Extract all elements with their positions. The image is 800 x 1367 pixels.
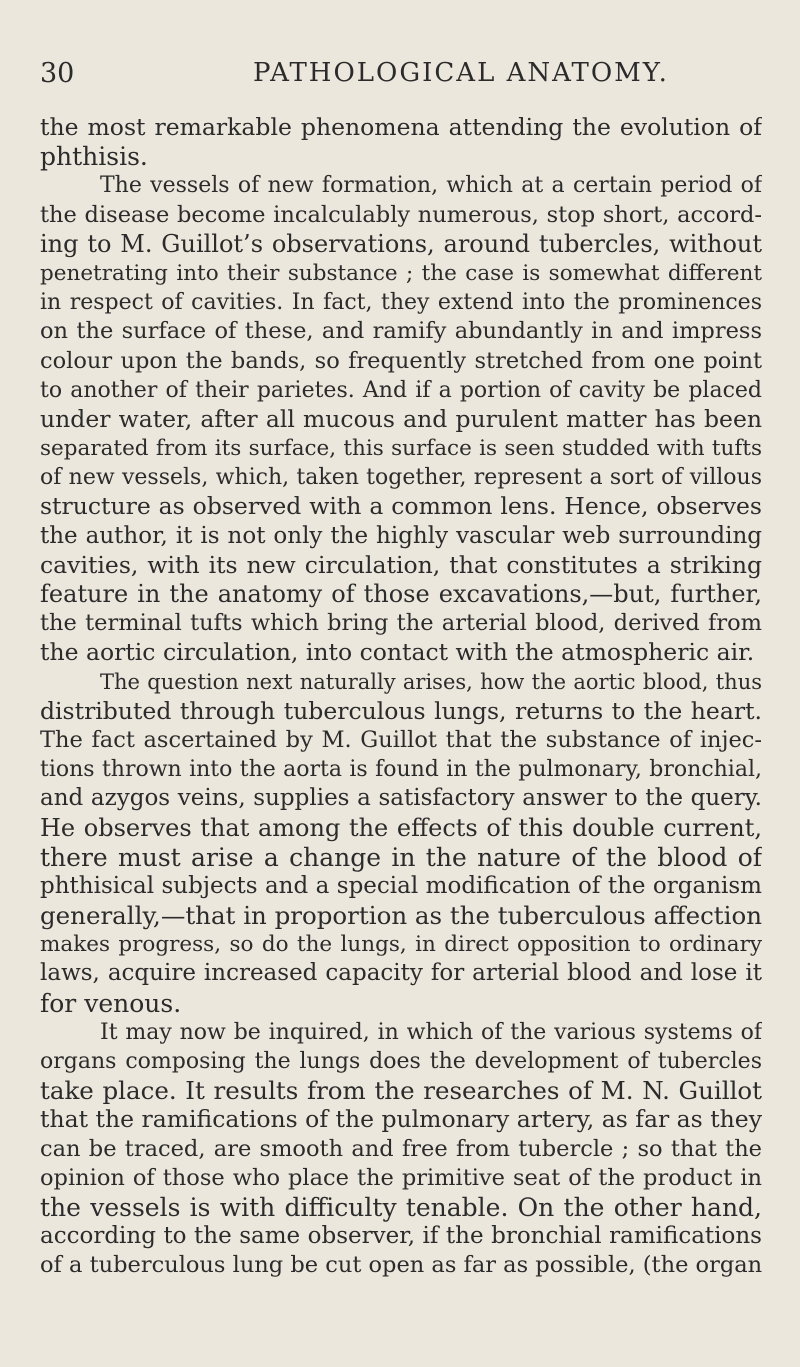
page-number: 30 xyxy=(40,58,75,89)
text-line: the author, it is not only the highly vascular web surrounding xyxy=(40,522,762,549)
text-line: of new vessels, which, taken together, represent a sort of villous xyxy=(40,465,762,491)
text-line: He observes that among the effects of this double current, xyxy=(40,813,762,842)
text-line: generally,—that in proportion as the tuberculous affection xyxy=(40,901,762,931)
text-line: and azygos veins, supplies a satisfactory answer to the query. xyxy=(40,785,762,812)
text-line: feature in the anatomy of those excavations,—but, further, xyxy=(40,580,762,608)
text-line: The fact ascertained by M. Guillot that the substance of injec- xyxy=(40,726,762,753)
text-line: the terminal tufts which bring the arterial blood, derived from xyxy=(40,610,762,637)
text-line: the most remarkable phenomena attending the evolution of xyxy=(40,113,762,141)
text-line: the aortic circulation, into contact with the atmospheric air. xyxy=(40,638,755,667)
text-line: penetrating into their substance ; the case is somewhat different xyxy=(40,260,762,286)
text-line: take place. It results from the researches of M. N. Guillot xyxy=(40,1076,762,1106)
body-text xyxy=(40,113,762,1281)
text-line: The vessels of new formation, which at a certain period of xyxy=(100,173,762,199)
text-line: separated from its surface, this surface is seen studded with tufts xyxy=(40,436,762,462)
text-line: colour upon the bands, so frequently stretched from one point xyxy=(40,347,762,374)
text-line: The question next naturally arises, how the aortic blood, thus xyxy=(100,669,762,694)
text-line: of a tuberculous lung be cut open as far as possible, (the organ xyxy=(40,1252,762,1279)
text-line: distributed through tuberculous lungs, returns to the heart. xyxy=(40,696,762,725)
text-line: cavities, with its new circulation, that constitutes a striking xyxy=(40,550,762,579)
text-line: the disease become incalculably numerous, stop short, accord- xyxy=(40,201,762,228)
text-line: that the ramifications of the pulmonary artery, as far as they xyxy=(40,1105,762,1134)
text-line: under water, after all mucous and purulent matter has been xyxy=(40,404,762,433)
text-line: on the surface of these, and ramify abundantly in and impress xyxy=(40,318,762,345)
running-title: PATHOLOGICAL ANATOMY. xyxy=(253,58,669,88)
text-line: to another of their parietes. And if a portion of cavity be placed xyxy=(40,377,762,403)
text-line: laws, acquire increased capacity for arterial blood and lose it xyxy=(40,960,762,987)
text-line: the vessels is with difficulty tenable. On the other hand, xyxy=(40,1192,762,1222)
text-line: in respect of cavities. In fact, they extend into the prominences xyxy=(40,290,762,316)
text-line: can be traced, are smooth and free from tubercle ; so that the xyxy=(40,1135,762,1162)
text-line: phthisical subjects and a special modification of the organism xyxy=(40,872,762,899)
text-line: according to the same observer, if the bronchial ramifications xyxy=(40,1223,762,1250)
text-line: there must arise a change in the nature of the blood of xyxy=(40,842,762,872)
text-line: organs composing the lungs does the development of tubercles xyxy=(40,1049,762,1074)
text-line: opinion of those who place the primitive seat of the product in xyxy=(40,1164,762,1191)
text-line: phthisis. xyxy=(40,142,148,172)
text-line: ing to M. Guillot’s observations, around tubercles, without xyxy=(40,229,762,258)
text-line: for venous. xyxy=(40,988,182,1018)
text-line: structure as observed with a common lens. Hence, observes xyxy=(40,492,762,521)
text-line: makes progress, so do the lungs, in direct opposition to ordinary xyxy=(40,932,762,958)
text-line: It may now be inquired, in which of the various systems of xyxy=(100,1019,762,1045)
page-header xyxy=(40,58,760,98)
text-line: tions thrown into the aorta is found in the pulmonary, bronchial, xyxy=(40,757,762,783)
